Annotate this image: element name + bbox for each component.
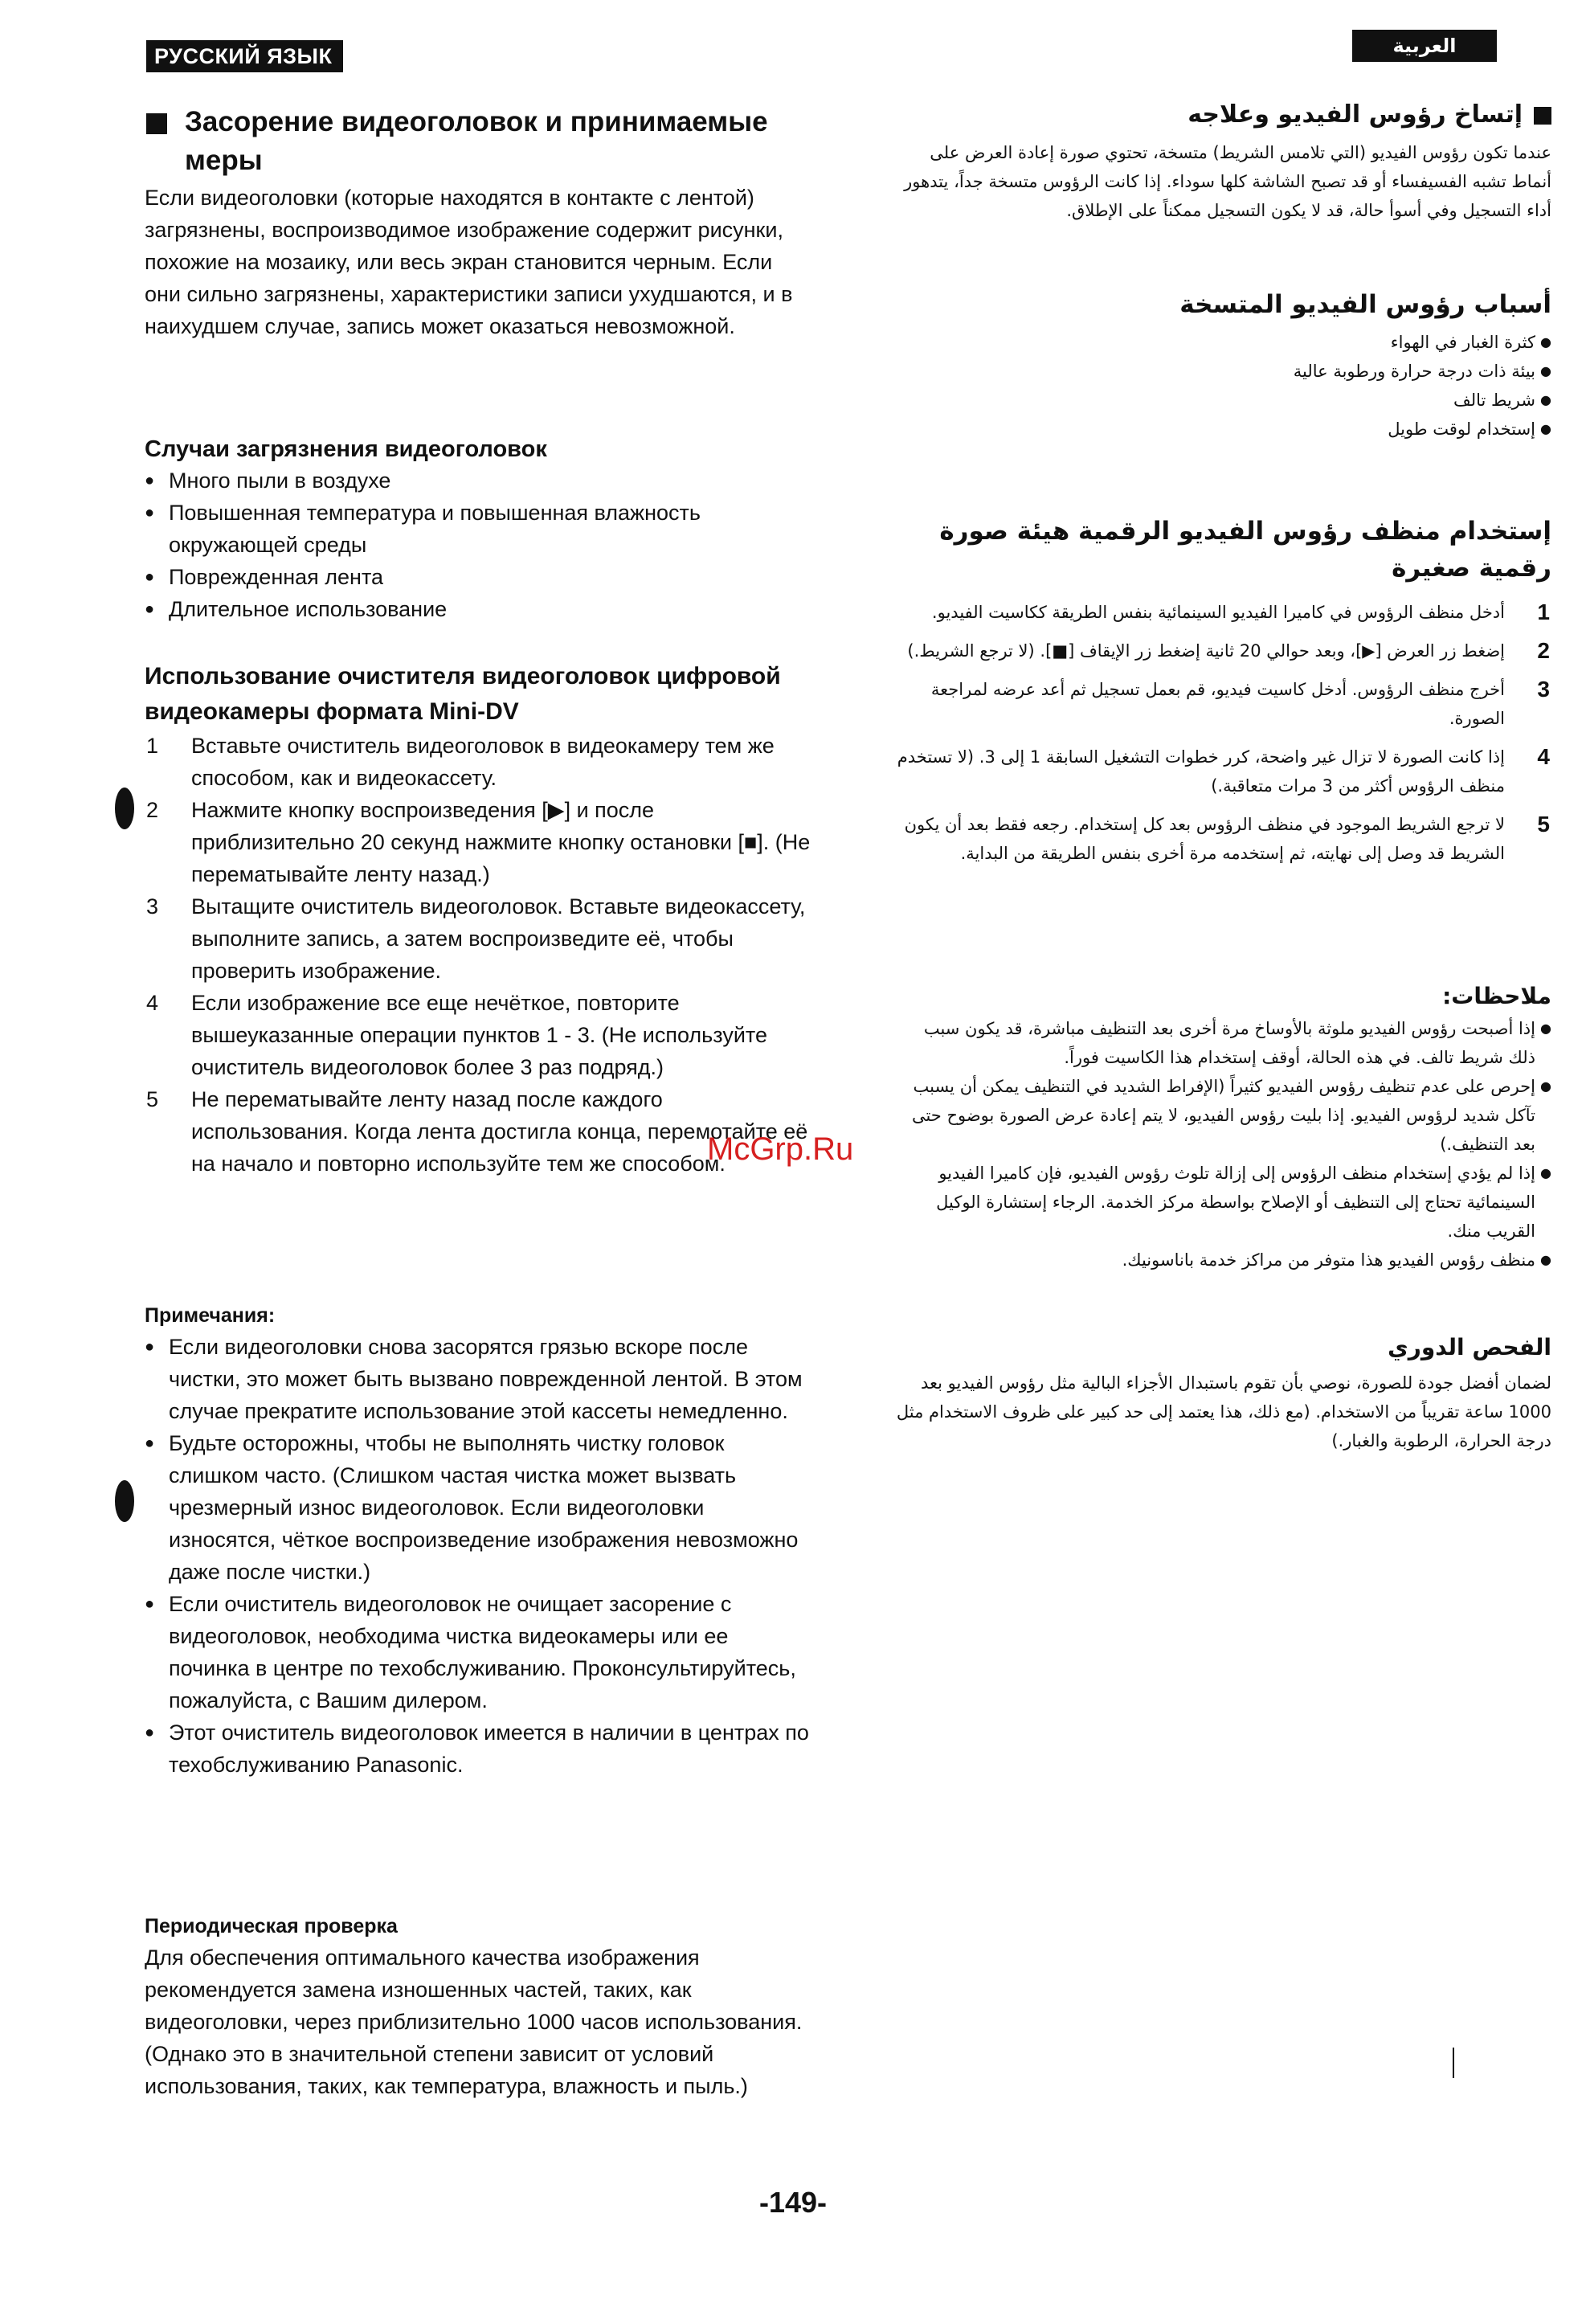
ru-causes-section — [145, 434, 811, 625]
ar-periodic-text: لضمان أفضل جودة للصورة، نوصي بأن تقوم باستبدال الأجزاء البالية مثل رؤوس الفيديو بعد 1000 ساعة تقريباً من الاستخدام. (مع ذلك، هذا يعتمد إلى حد كبير على ظروف الاستخدام مثل درجة الحرارة، الرطوبة والغبار.) — [896, 1373, 1551, 1450]
ar-cleaner-heading: إستخدام منظف رؤوس الفيديو الرقمية هيئة صورة رقمية صغيرة — [939, 517, 1551, 583]
list-item: ● Поврежденная лента — [145, 561, 811, 593]
margin-mark — [1453, 2048, 1454, 2078]
list-item: ● Повышенная температура и повышенная влажность окружающей среды — [145, 497, 811, 561]
ru-notes-list — [145, 1331, 811, 1781]
list-item: ● Длительное использование — [145, 593, 811, 625]
note-item: ● إذا أصبحت رؤوس الفيديو ملوثة بالأوساخ مرة أخرى بعد التنظيف مباشرة، قد يكون سبب ذلك شريط تالف. في هذه الحالة، أوقف إستخدام هذا الكاسيت فوراً. — [893, 1014, 1551, 1072]
ru-causes-heading: Случаи загрязнения видеоголовок — [145, 436, 547, 462]
note-item: ● منظف رؤوس الفيديو هذا متوفر من مراكز خدمة باناسونيك. — [893, 1246, 1551, 1275]
list-item: ● بيئة ذات درجة حرارة ورطوبة عالية — [893, 357, 1551, 386]
page-number: -149- — [758, 2186, 828, 2219]
step-item: 2 إضغط زر العرض [▶]، وبعد حوالي 20 ثانية إضغط زر الإيقاف [■]. (لا ترجع الشريط.) — [907, 638, 1550, 663]
square-bullet-icon — [1534, 107, 1551, 125]
list-item: ● Много пыли в воздухе — [145, 464, 811, 497]
ar-causes-list — [893, 328, 1551, 444]
ru-periodic-heading: Периодическая проверка — [145, 1915, 398, 1937]
step-item: 4 Если изображение все еще нечёткое, повторите вышеуказанные операции пунктов 1 - 3. (Не используйте очиститель видеоголовок более 3 раз подряд.) — [146, 991, 767, 1079]
step-item: 3 Вытащите очиститель видеоголовок. Вставьте видеокассету, выполните запись, а затем воспроизведите её, чтобы проверить изображение. — [146, 894, 806, 983]
arabic-column — [893, 96, 1551, 225]
ar-intro-paragraph: عندما تكون رؤوس الفيديو (التي تلامس الشريط) متسخة، تحتوي صورة إعادة العرض على أنماط تشبه الفسيفساء أو قد تصبح الشاشة كلها سوداء. إذا كانت الرؤوس متسخة جداً، يتدهور أداء التسجيل وفي أسوأ حالة، قد لا يكون التسجيل ممكناً على الإطلاق. — [904, 143, 1551, 220]
ru-intro-paragraph: Если видеоголовки (которые находятся в контакте с лентой) загрязнены, воспроизводимое изображение содержит рисунки, похожие на мозаику, или весь экран становится черным. Если они сильно загрязнены, характеристики записи ухудшаются, и в наихудшем случае, запись может оказаться невозможной. — [145, 186, 793, 338]
binder-hole-mark — [115, 1480, 134, 1522]
step-item: 5 Не перематывайте ленту назад после каждого использования. Когда лента достигла конца, перемотайте её на начало и повторно используйте тем же способом. — [146, 1087, 808, 1176]
step-item: 4 إذا كانت الصورة لا تزال غير واضحة، كرر خطوات التشغيل السابقة 1 إلى 3. (لا تستخدم منظف الرؤوس أكثر من 3 مرات متعاقبة.) — [897, 744, 1550, 796]
list-item: ● كثرة الغبار في الهواء — [893, 328, 1551, 357]
ru-periodic-section — [145, 1911, 811, 2102]
step-item: 1 أدخل منظف الرؤوس في كاميرا الفيديو السينمائية بنفس الطريقة ككاسيت الفيديو. — [931, 599, 1550, 624]
ru-notes-section — [145, 1300, 811, 1781]
ar-causes-section — [893, 286, 1551, 444]
ar-periodic-section — [893, 1330, 1551, 1455]
list-item: ● إستخدام لوقت طويل — [893, 415, 1551, 444]
step-item: 3 أخرج منظف الرؤوس. أدخل كاسيت فيديو، قم بعمل تسجيل ثم أعد عرضه لمراجعة الصورة. — [930, 677, 1550, 728]
language-tab-arabic: العربية — [1352, 30, 1497, 62]
list-item: ● شريط تالف — [893, 386, 1551, 415]
ru-periodic-text: Для обеспечения оптимального качества изображения рекомендуется замена изношенных частей, таких, как видеоголовки, через приблизительно 1000 часов использования. (Однако это в значительной степени зависит от условий использования, таких, как температура, влажность и пыль.) — [145, 1946, 803, 2098]
ru-cleaner-section — [145, 659, 811, 1180]
ar-notes-list — [893, 1014, 1551, 1275]
step-item: 1 Вставьте очиститель видеоголовок в видеокамеру тем же способом, как и видеокассету. — [146, 734, 775, 790]
ru-section-title: Засорение видеоголовок и принимаемые меры — [145, 103, 811, 180]
ar-notes-section — [893, 979, 1551, 1275]
note-item: ● إذا لم يؤدي إستخدام منظف الرؤوس إلى إزالة تلوث رؤوس الفيديو، فإن كاميرا الفيديو السينمائية تحتاج إلى التنظيف أو الإصلاح بواسطة مركز الخدمة. الرجاء إستشارة الوكيل القريب منك. — [893, 1159, 1551, 1246]
square-bullet-icon — [146, 113, 167, 134]
ar-cleaner-section — [893, 513, 1551, 878]
step-item: 5 لا ترجع الشريط الموجود في منظف الرؤوس بعد كل إستخدام. رجعه فقط بعد أن يكون الشريط قد وصل إلى نهايته، ثم إستخدمه مرة أخرى بنفس الطريقة من البداية. — [904, 812, 1550, 863]
ar-causes-heading: أسباب رؤوس الفيديو المتسخة — [1179, 290, 1551, 319]
note-item: ● Если очиститель видеоголовок не очищает засорение с видеоголовок, необходима чистка видеокамеры или ее починка в центре по техобслуживанию. Проконсультируйтесь, пожалуйста, с Вашим дилером. — [145, 1588, 811, 1716]
ar-section-title: إتساخ رؤوس الفيديو وعلاجه — [893, 96, 1551, 133]
ar-notes-heading: ملاحظات: — [1442, 983, 1551, 1009]
binder-hole-mark — [115, 788, 134, 829]
language-tab-russian: РУССКИЙ ЯЗЫК — [146, 40, 343, 72]
ar-periodic-heading: الفحص الدوري — [1388, 1334, 1551, 1360]
note-item: ● إحرص على عدم تنظيف رؤوس الفيديو كثيراً (الإفراط الشديد في التنظيف يمكن أن يسبب تآكل شديد لرؤوس الفيديو. إذا بليت رؤوس الفيديو، لا يتم إعادة عرض الصورة بوضوح حتى بعد التنظيف.) — [893, 1072, 1551, 1159]
ru-cleaner-heading: Использование очистителя видеоголовок цифровой видеокамеры формата Mini-DV — [145, 663, 781, 725]
ru-notes-heading: Примечания: — [145, 1304, 276, 1327]
note-item: ● Если видеоголовки снова засорятся грязью вскоре после чистки, это может быть вызвано поврежденной лентой. В этом случае прекратите использование этой кассеты немедленно. — [145, 1331, 811, 1427]
note-item: ● Будьте осторожны, чтобы не выполнять чистку головок слишком часто. (Слишком частая чистка может вызвать чрезмерный износ видеоголовок. Если видеоголовки износятся, чёткое воспроизведение изображения невозможно даже после чистки.) — [145, 1427, 811, 1588]
ar-steps-list — [893, 598, 1551, 868]
ru-causes-list — [145, 464, 811, 625]
step-item: 2 Нажмите кнопку воспроизведения [▶] и после приблизительно 20 секунд нажмите кнопку остановки [■]. (Не перематывайте ленту назад.) — [146, 798, 811, 886]
watermark: McGrp.Ru — [707, 1131, 854, 1167]
russian-column — [145, 103, 811, 342]
note-item: ● Этот очиститель видеоголовок имеется в наличии в центрах по техобслуживанию Panasonic. — [145, 1716, 811, 1781]
ru-steps-list — [145, 730, 811, 1180]
